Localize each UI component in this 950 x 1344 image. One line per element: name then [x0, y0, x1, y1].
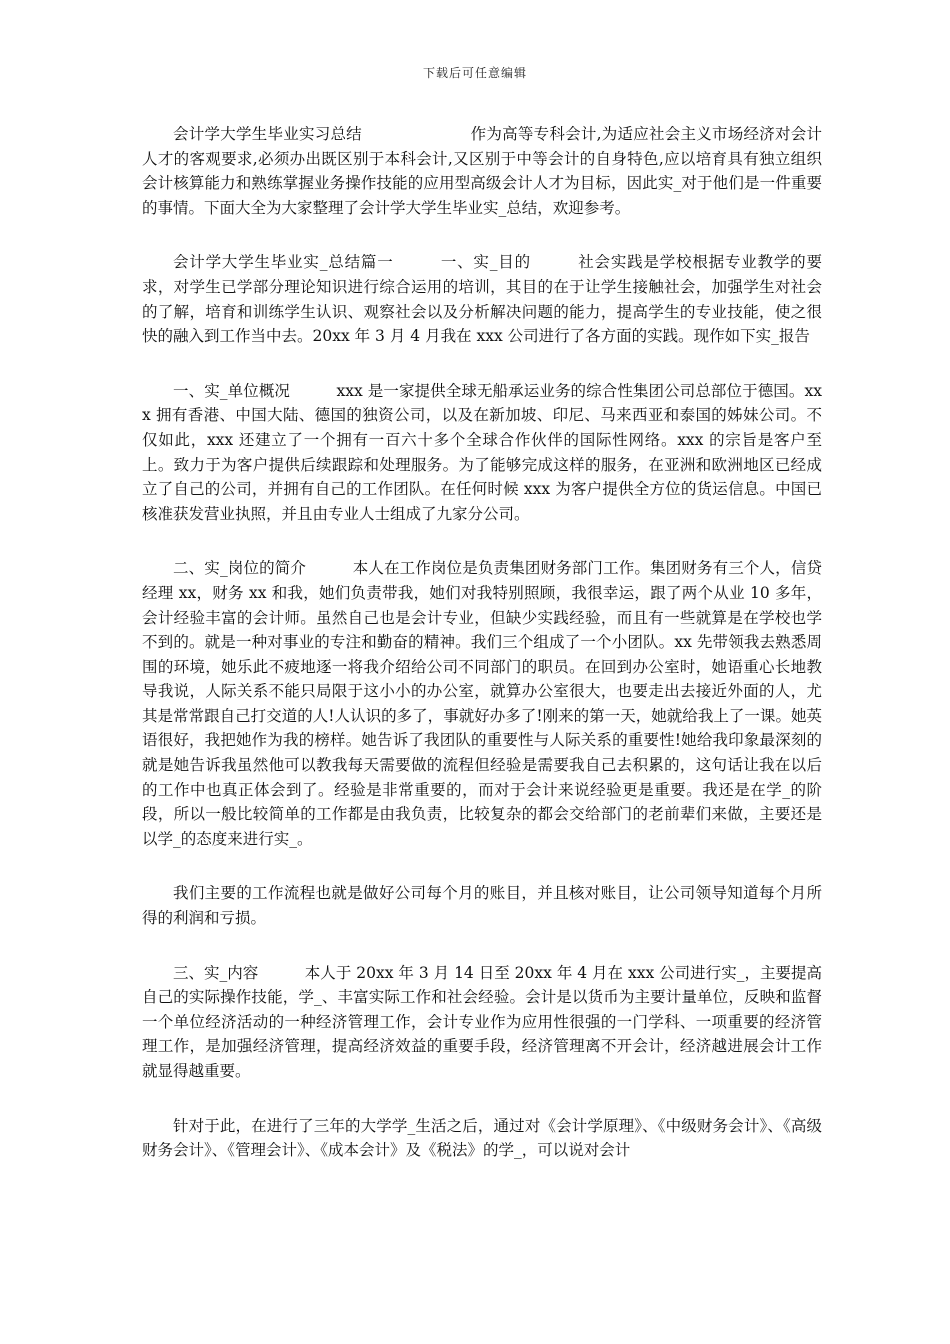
paragraph-intro	[142, 122, 822, 220]
paragraph-text: 针对于此，在进行了三年的大学学_生活之后，通过对《会计学原理》、《中级财务会计》、《高级财务会计》、《管理会计》、《成本会计》及《税法》的学_，可以说对会计	[142, 1116, 822, 1160]
paragraph-study-summary	[142, 1114, 822, 1163]
document-body	[142, 122, 822, 1193]
paragraph-section-purpose	[142, 250, 822, 348]
paragraph-lead: 一、实_单位概况	[173, 381, 291, 400]
paragraph-workflow	[142, 881, 822, 930]
paragraph-internship-content	[142, 961, 822, 1084]
paragraph-company-overview	[142, 379, 822, 527]
paragraph-position-intro	[142, 556, 822, 851]
paragraph-lead: 会计学大学生毕业实_总结篇一	[173, 253, 394, 272]
page-header-note: 下载后可任意编辑	[422, 66, 527, 80]
paragraph-text: 社会实践是学校根据专业教学的要求，对学生已学部分理论知识进行综合运用的培训，其目的在于让学生接触社会，加强学生对社会的了解，培育和训练学生认识、观察社会以及分析解决问题的能力，提高学生的专业技能，使之很快的融入到工作当中去。20xx 年 3 月 4 月我在 xxx 公司进行了各方面的实践。现作如下实_报告	[142, 253, 822, 346]
paragraph-lead: 三、实_内容	[173, 963, 259, 982]
paragraph-lead: 二、实_岗位的简介	[173, 559, 307, 578]
paragraph-subheading: 一、实_目的	[440, 253, 531, 272]
paragraph-text: 本人于 20xx 年 3 月 14 日至 20xx 年 4 月在 xxx 公司进行实_，主要提高自己的实际操作技能，学_、丰富实际工作和社会经验。会计是以货币为主要计量单位，反映和监督一个单位经济活动的一种经济管理工作，会计专业作为应用性很强的一门学科、一项重要的经济管理工作，是加强经济管理，提高经济效益的重要手段，经济管理离不开会计，经济越进展会计工作就显得越重要。	[142, 963, 822, 1080]
paragraph-text: 作为高等专科会计,为适应社会主义市场经济对会计人才的客观要求,必须办出既区别于本科会计,又区别于中等会计的自身特色,应以培育具有独立组织会计核算能力和熟练掌握业务操作技能的应用型高级会计人才为目标，因此实_对于他们是一件重要的事情。下面大全为大家整理了会计学大学生毕业实_总结，欢迎参考。	[142, 125, 822, 217]
paragraph-text: 本人在工作岗位是负责集团财务部门工作。集团财务有三个人，信贷经理 xx，财务 xx 和我，她们负责带我，她们对我特别照顾，我很幸运，跟了两个从业 10 多年，会计经验丰富的会计师。虽然自己也是会计专业，但缺少实践经验，而且有一些就算是在学校也学不到的。就是一种对事业的专注和勤奋的精神。我们三个组成了一个小团队。xx 先带领我去熟悉周围的环境，她乐此不疲地逐一将我介绍给公司不同部门的职员。在回到办公室时，她语重心长地教导我说，人际关系不能只局限于这小小的办公室，就算办公室很大，也要走出去接近外面的人，尤其是常常跟自己打交道的人!人认识的多了，事就好办多了!刚来的第一天，她就给我上了一课。她英语很好，我把她作为我的榜样。她告诉了我团队的重要性与人际关系的重要性!她给我印象最深刻的就是她告诉我虽然他可以教我每天需要做的流程但经验是需要我自己去积累的，这句话让我在以后的工作中也真正体会到了。经验是非常重要的，而对于会计来说经验更是重要。我还是在学_的阶段，所以一般比较简单的工作都是由我负责，比较复杂的都会交给部门的老前辈们来做，主要还是以学_的态度来进行实_。	[142, 559, 822, 848]
paragraph-text: 我们主要的工作流程也就是做好公司每个月的账目，并且核对账目，让公司领导知道每个月所得的利润和亏损。	[142, 884, 822, 928]
paragraph-lead: 会计学大学生毕业实习总结	[173, 125, 362, 143]
paragraph-text: xxx 是一家提供全球无船承运业务的综合性集团公司总部位于德国。xxx 拥有香港、中国大陆、德国的独资公司，以及在新加坡、印尼、马来西亚和泰国的姊妹公司。不仅如此，xxx 还建立了一个拥有一百六十多个全球合作伙伴的国际性网络。xxx 的宗旨是客户至上。致力于为客户提供后续跟踪和处理服务。为了能够完成这样的服务，在亚洲和欧洲地区已经成立了自己的公司，并拥有自己的工作团队。在任何时候 xxx 为客户提供全方位的货运信息。中国已核准获发营业执照，并且由专业人士组成了九家分公司。	[142, 381, 822, 523]
